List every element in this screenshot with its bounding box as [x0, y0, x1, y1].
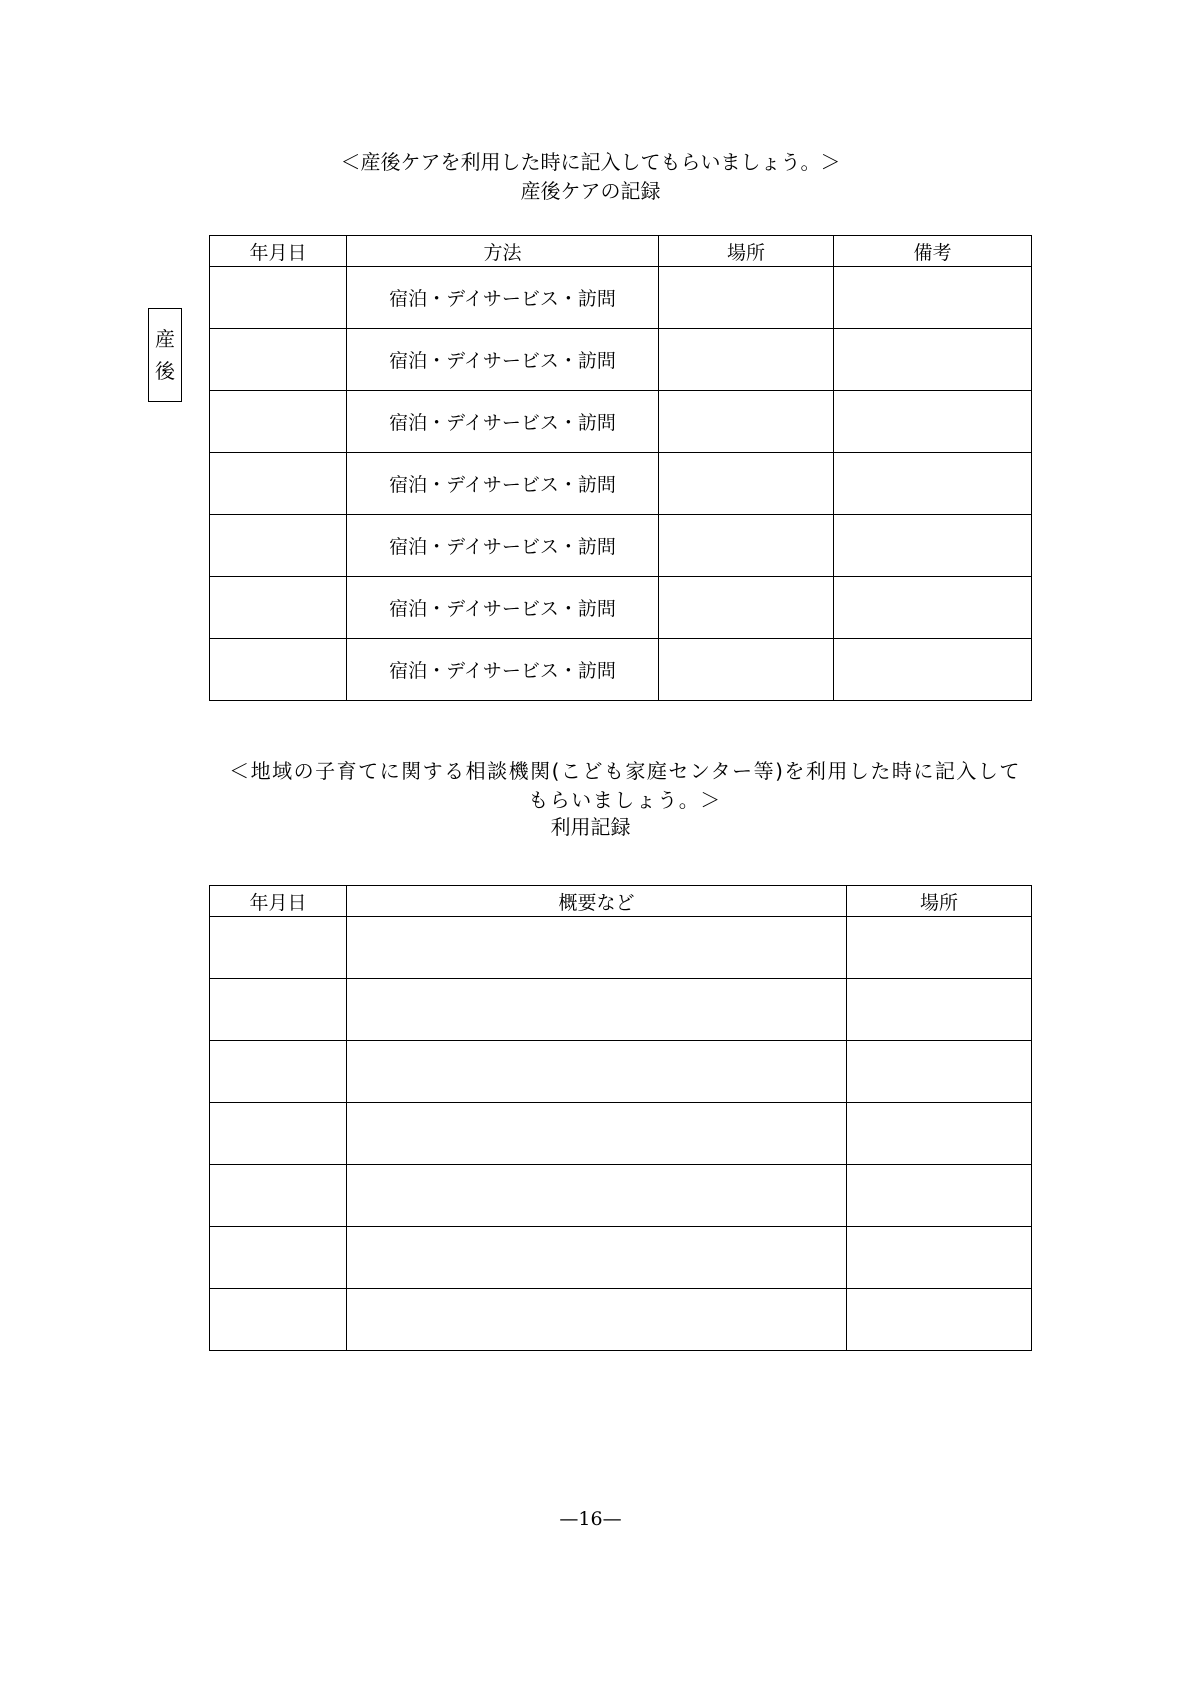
cell-date[interactable] [210, 515, 347, 577]
table-row [210, 1165, 1032, 1227]
cell-place[interactable] [847, 1103, 1032, 1165]
header-place: 場所 [659, 236, 834, 267]
header-summary: 概要など [347, 886, 847, 917]
section1-title: 産後ケアの記録 [520, 179, 661, 203]
side-label-char: 産 [155, 327, 175, 351]
cell-place[interactable] [847, 1289, 1032, 1351]
table-row [210, 1041, 1032, 1103]
cell-method: 宿泊・デイサービス・訪問 [347, 391, 659, 453]
cell-place[interactable] [659, 329, 834, 391]
cell-place[interactable] [847, 1227, 1032, 1289]
table-row [210, 917, 1032, 979]
table-row [210, 639, 1032, 701]
cell-summary[interactable] [347, 1041, 847, 1103]
cell-method: 宿泊・デイサービス・訪問 [347, 329, 659, 391]
header-date: 年月日 [210, 886, 347, 917]
cell-date[interactable] [210, 453, 347, 515]
cell-place[interactable] [847, 917, 1032, 979]
cell-date[interactable] [210, 577, 347, 639]
cell-summary[interactable] [347, 917, 847, 979]
cell-date[interactable] [210, 917, 347, 979]
cell-summary[interactable] [347, 979, 847, 1041]
cell-note[interactable] [834, 267, 1032, 329]
cell-place[interactable] [659, 639, 834, 701]
cell-date[interactable] [210, 267, 347, 329]
table-row [210, 1103, 1032, 1165]
table-header-row [210, 886, 1032, 917]
cell-note[interactable] [834, 329, 1032, 391]
table-header-row [210, 236, 1032, 267]
cell-place[interactable] [659, 267, 834, 329]
cell-place[interactable] [847, 1165, 1032, 1227]
usage-record-table [209, 885, 1032, 1351]
cell-date[interactable] [210, 329, 347, 391]
table-row [210, 1227, 1032, 1289]
cell-place[interactable] [847, 979, 1032, 1041]
table-row [210, 453, 1032, 515]
header-place: 場所 [847, 886, 1032, 917]
table-row [210, 391, 1032, 453]
header-note: 備考 [834, 236, 1032, 267]
cell-date[interactable] [210, 1289, 347, 1351]
section2-instruction: ＜地域の子育てに関する相談機関(こども家庭センター等)を利用した時に記入してもらいましょう。＞ [229, 759, 1021, 812]
cell-summary[interactable] [347, 1289, 847, 1351]
table-row [210, 267, 1032, 329]
cell-place[interactable] [847, 1041, 1032, 1103]
table-row [210, 577, 1032, 639]
cell-place[interactable] [659, 453, 834, 515]
cell-method: 宿泊・デイサービス・訪問 [347, 453, 659, 515]
cell-summary[interactable] [347, 1227, 847, 1289]
cell-method: 宿泊・デイサービス・訪問 [347, 639, 659, 701]
cell-date[interactable] [210, 639, 347, 701]
cell-note[interactable] [834, 515, 1032, 577]
cell-summary[interactable] [347, 1165, 847, 1227]
table-row [210, 1289, 1032, 1351]
postpartum-side-label [148, 308, 182, 402]
cell-date[interactable] [210, 1041, 347, 1103]
side-label-char: 後 [155, 359, 175, 383]
section1-instruction: ＜産後ケアを利用した時に記入してもらいましょう。＞ [340, 150, 841, 174]
cell-place[interactable] [659, 391, 834, 453]
cell-note[interactable] [834, 639, 1032, 701]
table-row [210, 515, 1032, 577]
table-row [210, 329, 1032, 391]
cell-place[interactable] [659, 577, 834, 639]
header-method: 方法 [347, 236, 659, 267]
cell-date[interactable] [210, 391, 347, 453]
cell-note[interactable] [834, 453, 1032, 515]
cell-method: 宿泊・デイサービス・訪問 [347, 515, 659, 577]
cell-method: 宿泊・デイサービス・訪問 [347, 267, 659, 329]
cell-note[interactable] [834, 391, 1032, 453]
header-date: 年月日 [210, 236, 347, 267]
cell-date[interactable] [210, 1165, 347, 1227]
cell-note[interactable] [834, 577, 1032, 639]
page-number: —16— [559, 1508, 622, 1530]
cell-method: 宿泊・デイサービス・訪問 [347, 577, 659, 639]
cell-place[interactable] [659, 515, 834, 577]
cell-date[interactable] [210, 979, 347, 1041]
cell-date[interactable] [210, 1103, 347, 1165]
postpartum-care-table [209, 235, 1032, 701]
table-row [210, 979, 1032, 1041]
cell-date[interactable] [210, 1227, 347, 1289]
section2-title: 利用記録 [550, 815, 631, 839]
cell-summary[interactable] [347, 1103, 847, 1165]
